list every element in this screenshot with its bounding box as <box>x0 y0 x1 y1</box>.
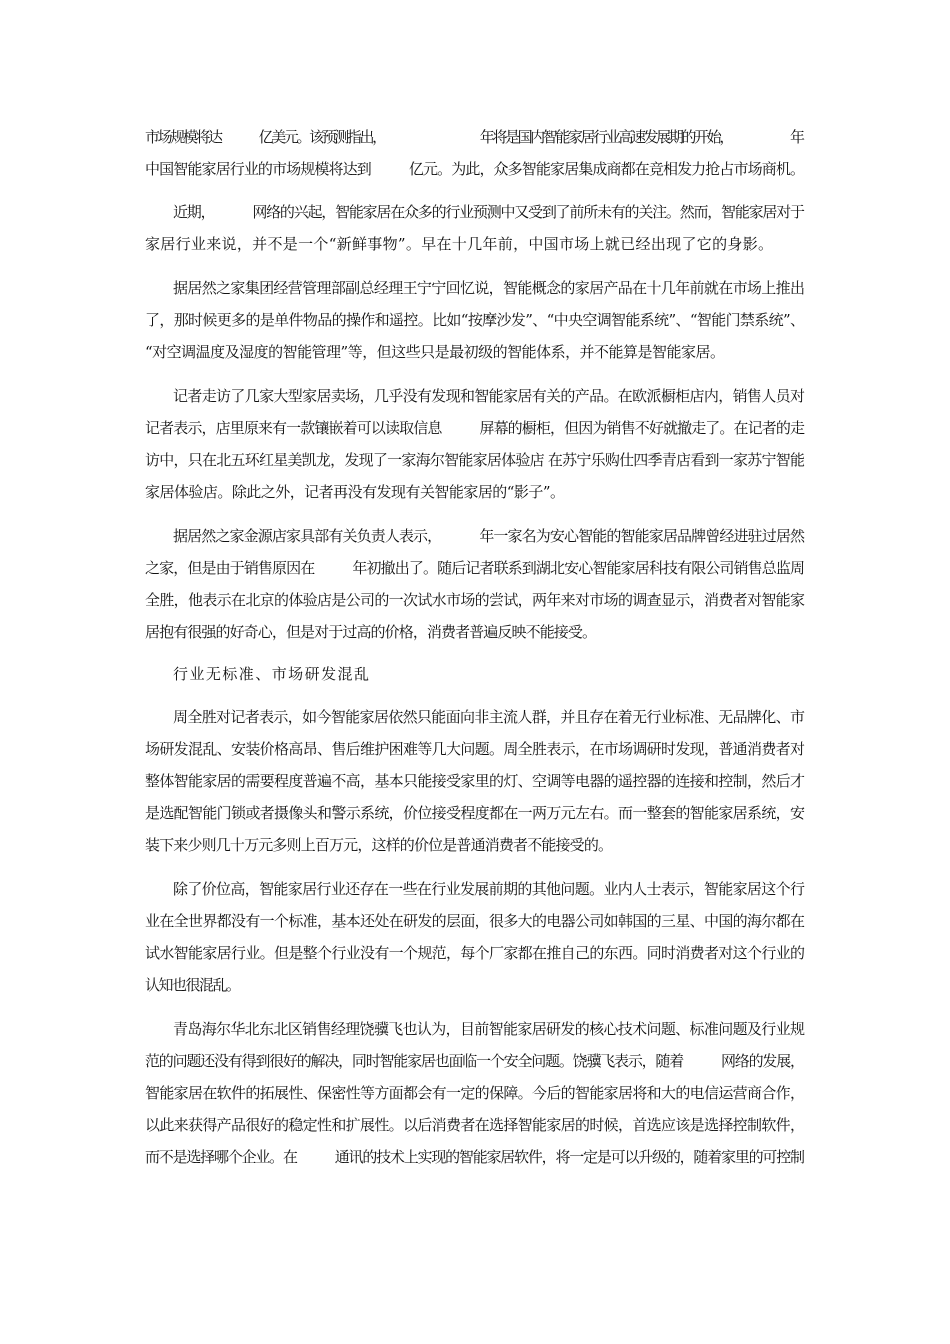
text-segment: 屏幕的橱柜，但因为销售不好就撤走了。在记者的走 <box>479 419 805 437</box>
text-segment: 亿元。为此，众多智能家居集成商都在竞相发力抢占市场商机。 <box>408 160 805 178</box>
text-segment: 全胜，他表示在北京的体验店是公司的一次试水市场的尝试，两年来对市场的调查显示，消费者对智能家 <box>145 591 805 609</box>
text-segment: 业在全世界都没有一个标准，基本还处在研发的层面，很多大的电器公司如韩国的三星、中国的海尔都在 <box>145 912 805 930</box>
text-line <box>145 835 612 855</box>
text-segment: 是选配智能门锁或者摄像头和警示系统，价位接受程度都在一两万元左右。而一整套的智能家居系统，安 <box>145 804 805 822</box>
text-segment: 访中，只在北五环红星美凯龙，发现了一家海尔智能家居体验店 在苏宁乐购仕四季青店看到一家苏宁智能 <box>145 451 805 469</box>
text-line <box>145 482 564 502</box>
text-line <box>145 450 804 470</box>
text-line <box>173 1019 804 1039</box>
text-line <box>145 127 803 147</box>
text-segment: 以此来获得产品很好的稳定性和扩展性。以后消费者在选择智能家居的时候，首选应该是选择控制软件， <box>145 1116 805 1134</box>
text-segment: 年将是国内智能家居行业高速发展期的开始， <box>479 128 732 146</box>
text-line <box>145 911 804 931</box>
text-line <box>145 1083 804 1103</box>
text-line <box>145 622 596 642</box>
text-segment: 据居然之家金源店家具部有关负责人表示， <box>173 527 442 545</box>
text-segment: 装下来少则几十万元多则上百万元，这样的价位是普通消费者不能接受的。 <box>145 836 613 854</box>
text-segment: 市场规模将达 <box>145 128 221 146</box>
text-segment: 整体智能家居的需要程度普遍不高，基本只能接受家里的灯、空调等电器的遥控器的连接和控制，然后才 <box>145 772 805 790</box>
text-line <box>145 342 724 362</box>
text-line <box>145 234 773 254</box>
text-segment: 亿美元。该预测指出， <box>258 128 385 146</box>
text-segment: 家居行业来说，并不是一个“新鲜事物”。早在十几年前，中国市场上就已经出现了它的身影。 <box>145 235 774 253</box>
text-line <box>173 386 804 406</box>
text-line <box>145 1147 804 1167</box>
text-line <box>145 771 804 791</box>
text-segment: “对空调温度及湿度的智能管理”等，但这些只是最初级的智能体系，并不能算是智能家居。 <box>145 343 725 361</box>
text-segment: 周全胜对记者表示，如今智能家居依然只能面向非主流人群，并且存在着无行业标准、无品牌化、市 <box>173 708 805 726</box>
text-segment: 范的问题还没有得到很好的解决，同时智能家居也面临一个安全问题。饶骥飞表示，随着 <box>145 1052 684 1070</box>
text-segment: 青岛海尔华北东北区销售经理饶骥飞也认为，目前智能家居研发的核心技术问题、标准问题及行业规 <box>173 1020 805 1038</box>
text-segment: 年 <box>789 128 803 146</box>
text-line <box>145 943 804 963</box>
text-segment: 家居体验店。除此之外，记者再没有发现有关智能家居的“影子”。 <box>145 483 565 501</box>
text-line <box>173 526 804 546</box>
text-segment: 了，那时候更多的是单件物品的操作和遥控。比如“按摩沙发”、“中央空调智能系统”、“智能门禁系统”、 <box>145 311 805 329</box>
text-segment: 网络的发展， <box>721 1052 804 1070</box>
text-segment: 记者走访了几家大型家居卖场，几乎没有发现和智能家居有关的产品。在欧派橱柜店内，销售人员对 <box>173 387 805 405</box>
text-segment: 网络的兴起，智能家居在众多的行业预测中又受到了前所未有的关注。然而，智能家居对于 <box>252 203 804 221</box>
text-segment: 据居然之家集团经营管理部副总经理王宁宁回忆说，智能概念的家居产品在十几年前就在市场上推出 <box>173 279 805 297</box>
text-line <box>145 159 804 179</box>
text-line <box>173 278 804 298</box>
text-line <box>145 803 804 823</box>
text-line <box>145 310 804 330</box>
text-segment: 认知也很混乱。 <box>145 976 240 994</box>
text-line <box>145 1115 804 1135</box>
text-line <box>145 1051 804 1071</box>
text-line <box>145 590 804 610</box>
text-segment: 试水智能家居行业。但是整个行业没有一个规范，每个厂家都在推自己的东西。同时消费者对这个行业的 <box>145 944 805 962</box>
text-segment: 场研发混乱、安装价格高昂、售后维护困难等几大问题。周全胜表示，在市场调研时发现，普通消费者对 <box>145 740 805 758</box>
text-segment: 通讯的技术上实现的智能家居软件，将一定是可以升级的，随着家里的可控制 <box>334 1148 804 1166</box>
text-line <box>173 707 804 727</box>
text-segment: 年一家名为安心智能的智能家居品牌曾经进驻过居然 <box>479 527 805 545</box>
text-line <box>173 879 804 899</box>
text-line <box>145 975 239 995</box>
text-segment: 居抱有很强的好奇心，但是对于过高的价格，消费者普遍反映不能接受。 <box>145 623 597 641</box>
text-line <box>173 202 804 222</box>
text-segment: 记者表示，店里原来有一款镶嵌着可以读取信息 <box>145 419 442 437</box>
text-segment: 年初撤出了。随后记者联系到湖北安心智能家居科技有限公司销售总监周 <box>352 559 805 577</box>
text-line <box>173 664 370 684</box>
text-segment: 智能家居在软件的拓展性、保密性等方面都会有一定的保障。今后的智能家居将和大的电信运营商合作， <box>145 1084 805 1102</box>
text-line <box>145 558 804 578</box>
text-segment: 除了价位高，智能家居行业还存在一些在行业发展前期的其他问题。业内人士表示，智能家居这个行 <box>173 880 805 898</box>
text-line <box>145 739 804 759</box>
text-segment: 而不是选择哪个企业。在 <box>145 1148 297 1166</box>
text-segment: 之家，但是由于销售原因在 <box>145 559 315 577</box>
text-segment: 近期， <box>173 203 215 221</box>
text-line <box>145 418 804 438</box>
text-segment: 中国智能家居行业的市场规模将达到 <box>145 160 371 178</box>
text-segment: 行业无标准、市场研发混乱 <box>173 665 371 683</box>
